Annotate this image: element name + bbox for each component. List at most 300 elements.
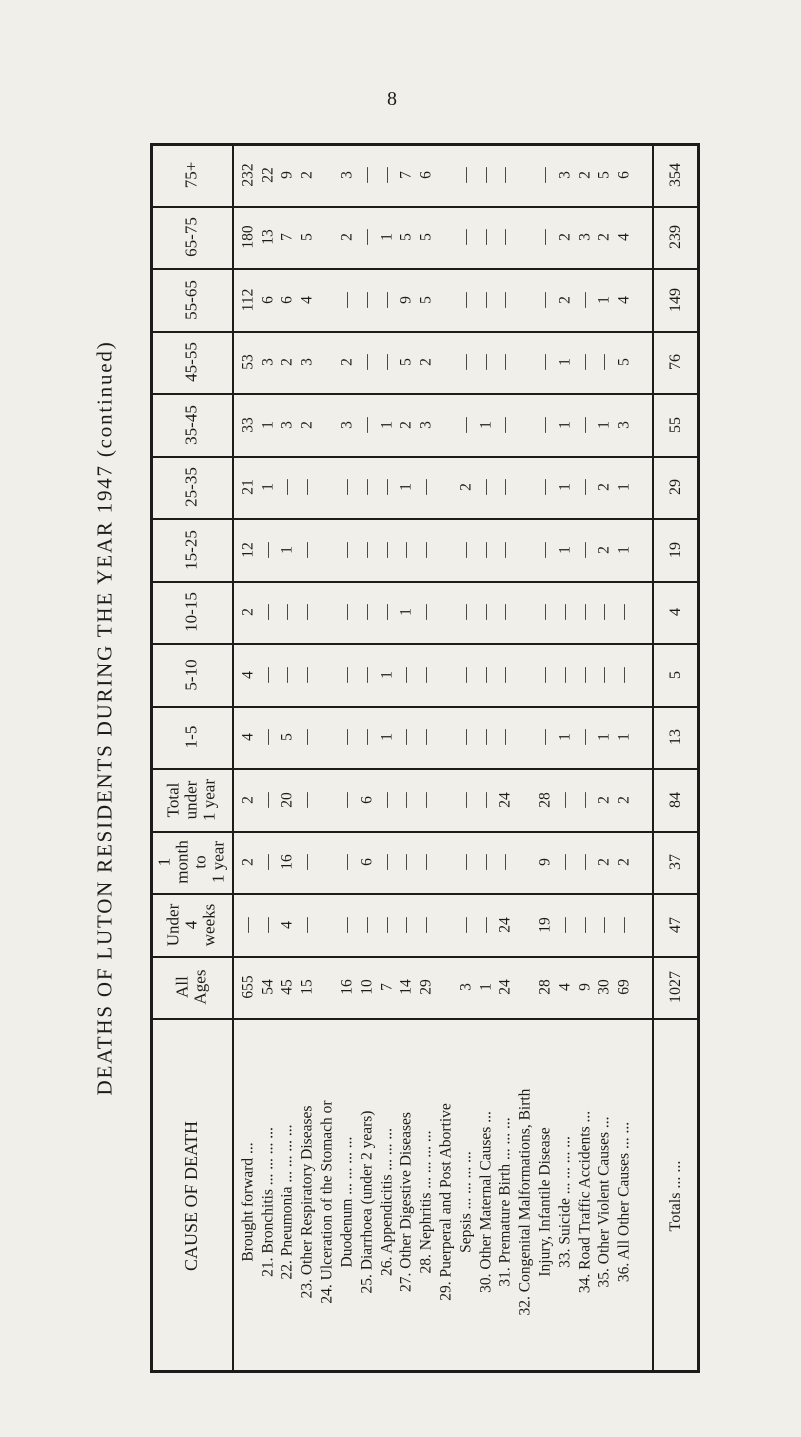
table-cell-text: 1 <box>278 545 296 554</box>
column-header-age_25_35-text: 25-35 <box>181 467 201 507</box>
table-cell-text: 2 <box>338 358 356 366</box>
table-cell-text: — <box>595 604 613 620</box>
cause-label-text: 34. Road Traffic Accidents ... <box>575 1110 593 1293</box>
table-cell-text: 15 <box>298 979 316 995</box>
table-cell-text: — <box>298 604 316 620</box>
table-cell-text: — <box>397 541 415 558</box>
table-cell-text: — <box>575 604 593 620</box>
table-cell-text: 3 <box>457 983 475 991</box>
table-cell-text: 19 <box>536 916 554 933</box>
table-cell-text: 14 <box>397 979 415 995</box>
cause-label-text: 35. Other Violent Causes ... <box>595 1116 613 1287</box>
table-cell-text: — <box>377 166 395 183</box>
table-cell-text: — <box>595 666 613 683</box>
column-header-age_15_25-text: 15-25 <box>181 529 201 570</box>
table-cell-text: 24 <box>496 979 514 995</box>
cause-label-text: 31. Premature Birth ... ... ... <box>496 1116 514 1287</box>
table-cell-text: — <box>476 354 494 370</box>
table-cell-text: — <box>476 479 494 495</box>
column-header-one_month_to_1_year-text: to <box>190 855 210 869</box>
table-cell-text: — <box>615 666 633 683</box>
table-cell-text: — <box>278 604 296 620</box>
table-cell-text: — <box>357 416 375 433</box>
table-cell-text: — <box>476 916 494 933</box>
rule-line <box>652 143 654 1373</box>
table-cell-text: — <box>476 291 494 308</box>
table-cell-text: 1 <box>595 295 613 304</box>
table-cell-text: 2 <box>595 795 613 804</box>
table-cell-text: — <box>338 916 356 933</box>
table-cell-text: 3 <box>338 420 356 429</box>
table-cell-text: 29 <box>417 979 435 995</box>
cause-label-text: Duodenum ... ... ... ... <box>338 1136 356 1267</box>
table-cell-text: — <box>397 854 415 870</box>
table-cell-text: — <box>298 729 316 745</box>
table-cell-text: — <box>536 541 554 558</box>
table-cell-text: 1 <box>556 483 574 491</box>
table-cell-text: 5 <box>595 170 613 179</box>
cause-label-text: 36. All Other Causes ... ... <box>615 1121 633 1282</box>
totals-label-text: Totals ... ... <box>667 1160 684 1231</box>
table-cell-text: — <box>457 229 475 245</box>
table-cell-text: 1 <box>595 420 613 429</box>
totals-value-text: 4 <box>667 608 684 616</box>
table-cell-text: — <box>496 416 514 433</box>
table-cell-text: — <box>338 729 356 745</box>
brought-forward-value-text: 112 <box>239 288 257 311</box>
column-header-under_4_weeks-text: weeks <box>199 903 219 946</box>
table-cell-text: — <box>575 791 593 808</box>
table-cell-text: 28 <box>536 979 554 995</box>
table-cell-text: — <box>357 666 375 683</box>
table-cell-text: — <box>457 666 475 683</box>
table-cell-text: 2 <box>338 233 356 241</box>
table-cell-text: 6 <box>258 295 276 304</box>
brought-forward-value-text: 33 <box>239 416 257 433</box>
totals-value-text: 84 <box>667 791 684 808</box>
cause-label-text: 24. Ulceration of the Stomach or <box>318 1099 336 1304</box>
table-cell-text: 4 <box>278 920 296 929</box>
table-cell-text: — <box>397 666 415 683</box>
table-cell-text: 2 <box>595 233 613 241</box>
table-cell-text: 2 <box>556 295 574 304</box>
table-cell-text: 1 <box>556 733 574 741</box>
totals-value-text: 13 <box>667 729 684 745</box>
table-cell-text: 45 <box>278 979 296 995</box>
table-cell-text: 20 <box>278 791 296 808</box>
table-cell-text: — <box>536 166 554 183</box>
table-cell-text: 1 <box>397 483 415 491</box>
column-header-total_under_1_year-text: 1 year <box>199 778 219 821</box>
table-cell-text: — <box>298 791 316 808</box>
table-cell-text: 3 <box>417 420 435 429</box>
table-cell-text: 3 <box>615 420 633 429</box>
table-cell-text: 3 <box>258 358 276 366</box>
table-cell-text: — <box>397 916 415 933</box>
totals-value-text: 5 <box>667 670 684 679</box>
table-cell-text: — <box>417 729 435 745</box>
table-cell-text: — <box>377 916 395 933</box>
totals-value-text: 239 <box>667 225 684 249</box>
column-header-total_under_1_year-text: Total <box>163 782 183 817</box>
table-cell-text: — <box>258 666 276 683</box>
table-cell-text: 4 <box>556 983 574 991</box>
table-cell-text: 2 <box>575 170 593 179</box>
table-cell-text: 1 <box>377 733 395 741</box>
table-cell-text: 22 <box>258 166 276 183</box>
table-cell-text: — <box>338 479 356 495</box>
brought-forward-value-text: 4 <box>239 670 257 679</box>
brought-forward-value-text: 21 <box>239 479 257 495</box>
table-cell-text: — <box>258 916 276 933</box>
table-cell-text: — <box>496 604 514 620</box>
table-cell-text: — <box>575 854 593 870</box>
table-cell-text: — <box>556 666 574 683</box>
cause-label-text: 25. Diarrhoea (under 2 years) <box>357 1110 375 1293</box>
cause-label-text: 22. Pneumonia ... ... ... ... <box>278 1124 296 1279</box>
table-cell-text: 7 <box>278 233 296 241</box>
table-cell-text: — <box>575 729 593 745</box>
table-cell-text: — <box>417 541 435 558</box>
table-cell-text: — <box>575 354 593 370</box>
brought-forward-value-text: 53 <box>239 354 257 370</box>
table-cell-text: — <box>377 479 395 495</box>
table-cell-text: — <box>278 666 296 683</box>
column-header-all_ages-text: All <box>172 976 192 998</box>
page-title-text: DEATHS OF LUTON RESIDENTS DURING THE YEAR 1947 (continued) <box>92 340 117 1096</box>
table-cell-text: — <box>457 416 475 433</box>
table-cell-text: — <box>536 604 554 620</box>
table-cell-text: — <box>357 479 375 495</box>
table-cell-text: 1 <box>556 420 574 429</box>
cause-label-text: 28. Nephritis ... ... ... ... <box>417 1130 435 1273</box>
table-cell-text: — <box>536 479 554 495</box>
totals-value-text: 29 <box>667 479 684 495</box>
brought-forward-value-text: 4 <box>239 733 257 741</box>
cause-label-text: 30. Other Maternal Causes ... <box>476 1110 494 1293</box>
table-cell-text: 3 <box>338 170 356 179</box>
table-cell-text: 1 <box>556 545 574 554</box>
table-cell-text: 2 <box>595 545 613 554</box>
table-cell-text: — <box>338 604 356 620</box>
table-cell-text: — <box>457 166 475 183</box>
table-cell-text: 54 <box>258 979 276 995</box>
cause-label-text: 32. Congenital Malformations, Birth <box>516 1088 534 1315</box>
table-cell-text: — <box>536 229 554 245</box>
table-cell-text: 2 <box>298 170 316 179</box>
column-header-age_65_75-text: 65-75 <box>181 217 201 257</box>
table-cell-text: — <box>278 479 296 495</box>
table-cell-text: — <box>357 541 375 558</box>
table-cell-text: — <box>417 604 435 620</box>
table-cell-text: — <box>258 854 276 870</box>
table-cell-text: — <box>417 791 435 808</box>
rule-line <box>232 143 234 1373</box>
table-cell-text: — <box>357 604 375 620</box>
table-cell-text: 5 <box>298 233 316 241</box>
page-number: 8 <box>387 88 397 110</box>
totals-value-text: 354 <box>667 162 684 187</box>
table-cell-text: — <box>298 479 316 495</box>
column-header-one_month_to_1_year-text: 1 <box>154 857 174 867</box>
table-cell-text: — <box>338 666 356 683</box>
table-cell-text: — <box>457 291 475 308</box>
table-cell-text: — <box>377 354 395 370</box>
table-cell-text: 3 <box>278 420 296 429</box>
table-cell-text: — <box>298 541 316 558</box>
table-cell-text: 1 <box>476 420 494 429</box>
table-cell-text: — <box>536 354 554 370</box>
table-cell-text: — <box>556 791 574 808</box>
brought-forward-value-text: 655 <box>239 975 257 999</box>
table-cell-text: — <box>258 604 276 620</box>
table-cell-text: 5 <box>397 358 415 366</box>
table-cell-text: — <box>595 916 613 933</box>
table-cell-text: 1 <box>595 733 613 741</box>
table-cell-text: — <box>476 791 494 808</box>
table-cell-text: — <box>575 416 593 433</box>
table-cell-text: 3 <box>575 233 593 241</box>
table-cell-text: — <box>556 604 574 620</box>
table-cell-text: — <box>615 604 633 620</box>
table-cell-text: — <box>298 916 316 933</box>
table-cell-text: — <box>397 729 415 745</box>
table-cell-text: 2 <box>397 420 415 429</box>
table-cell-text: 2 <box>457 483 475 491</box>
table-cell-text: 6 <box>278 295 296 304</box>
table-cell-text: — <box>338 291 356 308</box>
table-cell-text: 5 <box>417 295 435 304</box>
table-cell-text: — <box>536 291 554 308</box>
table-cell-text: — <box>258 791 276 808</box>
table-cell-text: 4 <box>615 295 633 304</box>
table-cell-text: 2 <box>556 233 574 241</box>
table-cell-text: — <box>575 666 593 683</box>
cause-label-text: Sepsis ... ... ... ... <box>457 1150 475 1253</box>
table-cell-text: 1 <box>258 420 276 429</box>
table-cell-text: — <box>496 291 514 308</box>
table-cell-text: 9 <box>536 858 554 866</box>
table-cell-text: — <box>338 791 356 808</box>
table-cell-text: — <box>377 541 395 558</box>
brought-forward-value-text: — <box>239 916 257 933</box>
cause-label-text: 27. Other Digestive Diseases <box>397 1111 415 1292</box>
table-cell-text: — <box>595 354 613 370</box>
table-cell-text: — <box>258 541 276 558</box>
table-cell-text: 2 <box>615 795 633 804</box>
brought-forward-value-text: 12 <box>239 541 257 558</box>
table-cell-text: — <box>377 791 395 808</box>
cause-label-text: 26. Appendicitis ... ... ... <box>377 1127 395 1276</box>
table-cell-text: — <box>536 416 554 433</box>
table-cell-text: — <box>258 729 276 745</box>
table-cell-text: — <box>457 541 475 558</box>
table-cell-text: — <box>457 729 475 745</box>
table-cell-text: 30 <box>595 979 613 995</box>
column-header-under_4_weeks-text: 4 <box>181 920 201 929</box>
brought-forward-value-text: 2 <box>239 795 257 804</box>
table-cell-text: — <box>536 666 554 683</box>
table-cell-text: — <box>575 916 593 933</box>
table-cell-text: — <box>556 854 574 870</box>
table-cell-text: — <box>357 229 375 245</box>
table-cell-text: 1 <box>556 358 574 366</box>
column-header-all_ages-text: Ages <box>190 969 210 1005</box>
table-cell-text: — <box>457 854 475 870</box>
table-cell-text: — <box>496 666 514 683</box>
table-cell-text: 2 <box>298 420 316 429</box>
table-cell-text: — <box>357 166 375 183</box>
table-cell-text: 3 <box>556 170 574 179</box>
table-cell-text: — <box>357 354 375 370</box>
table-cell-text: 2 <box>417 358 435 366</box>
table-cell-text: 24 <box>496 791 514 808</box>
table-cell-text: — <box>357 291 375 308</box>
table-cell-text: — <box>575 479 593 495</box>
table-cell-text: — <box>457 604 475 620</box>
table-cell-text: 4 <box>298 295 316 304</box>
brought-forward-value-text: 180 <box>239 225 257 249</box>
table-cell-text: 2 <box>595 483 613 491</box>
table-cell-text: — <box>476 166 494 183</box>
table-cell-text: 24 <box>496 916 514 933</box>
table-cell-text: — <box>357 916 375 933</box>
table-cell-text: 2 <box>595 858 613 866</box>
totals-value-text: 76 <box>667 354 684 370</box>
column-header-under_4_weeks-text: Under <box>163 903 183 946</box>
cause-label-text: 29. Puerperal and Post Abortive <box>437 1102 455 1301</box>
table-cell-text: — <box>417 854 435 870</box>
brought-forward-value-text: 2 <box>239 858 257 866</box>
table-cell-text: 1 <box>377 670 395 679</box>
table-cell-text: — <box>457 354 475 370</box>
column-header-one_month_to_1_year-text: month <box>172 840 192 884</box>
totals-value-text: 1027 <box>667 971 684 1003</box>
table-cell-text: 10 <box>357 979 375 995</box>
table-cell-text: 6 <box>615 170 633 179</box>
table-cell-text: — <box>457 791 475 808</box>
brought-forward-value-text: 232 <box>239 162 257 187</box>
table-cell-text: — <box>397 791 415 808</box>
table-cell-text: — <box>476 604 494 620</box>
table-cell-text: — <box>377 604 395 620</box>
table-cell-text: — <box>457 916 475 933</box>
brought-forward-label-text: Brought forward ... <box>239 1141 257 1262</box>
table-cell-text: 1 <box>615 483 633 491</box>
cause-label-text: Injury, Infantile Disease <box>536 1126 554 1277</box>
column-header-age_55_65-text: 55-65 <box>181 279 201 320</box>
table-cell-text: — <box>615 916 633 933</box>
column-header-age_75_plus-text: 75+ <box>181 161 201 188</box>
column-header-total_under_1_year-text: under <box>181 780 201 819</box>
table-cell-text: 1 <box>615 733 633 741</box>
totals-value-text: 149 <box>667 287 684 312</box>
table-cell-text: 9 <box>575 983 593 991</box>
table-cell-text: — <box>357 729 375 745</box>
cause-label-text: 21. Bronchitis ... ... ... ... <box>258 1126 276 1277</box>
cause-label-text: 23. Other Respiratory Diseases <box>298 1105 316 1298</box>
table-cell-text: 1 <box>258 483 276 491</box>
table-cell-text: 6 <box>417 170 435 179</box>
table-cell-text: — <box>556 916 574 933</box>
table-cell-text: 3 <box>298 358 316 366</box>
table-cell-text: — <box>476 229 494 245</box>
table-cell-text: 1 <box>476 983 494 991</box>
table-cell-text: 5 <box>615 358 633 366</box>
table-cell-text: — <box>496 729 514 745</box>
table-cell-text: 1 <box>397 608 415 616</box>
cause-label-text: 33. Suicide ... ... ... ... <box>556 1135 574 1268</box>
table-cell-text: 1 <box>377 233 395 241</box>
totals-value-text: 55 <box>667 416 684 433</box>
table-cell-text: — <box>496 479 514 495</box>
table-cell-text: — <box>496 541 514 558</box>
brought-forward-value-text: 2 <box>239 608 257 616</box>
table-cell-text: — <box>476 666 494 683</box>
table-cell-text: 2 <box>615 858 633 866</box>
column-header-one_month_to_1_year-text: 1 year <box>208 840 228 884</box>
table-cell-text: 6 <box>357 795 375 804</box>
table-cell-text: 2 <box>278 358 296 366</box>
table-cell-text: — <box>338 541 356 558</box>
table-cell-text: — <box>417 666 435 683</box>
totals-value-text: 37 <box>667 854 684 870</box>
table-cell-text: — <box>575 541 593 558</box>
totals-value-text: 47 <box>667 916 684 933</box>
table-cell-text: — <box>476 854 494 870</box>
table-cell-text: 7 <box>397 170 415 179</box>
table-cell-text: 5 <box>417 233 435 241</box>
table-cell-text: 7 <box>377 983 395 991</box>
table-cell-text: 16 <box>338 979 356 995</box>
column-header-age_35_45-text: 35-45 <box>181 404 201 445</box>
table-cell-text: — <box>496 354 514 370</box>
column-header-age_45_55-text: 45-55 <box>181 342 201 382</box>
column-header-cause-text: CAUSE OF DEATH <box>181 1120 201 1271</box>
totals-value-text: 19 <box>667 541 684 558</box>
table-cell-text: 13 <box>258 229 276 245</box>
table-cell-text: 5 <box>278 733 296 741</box>
table-cell-text: — <box>298 854 316 870</box>
table-cell-text: — <box>496 229 514 245</box>
table-cell-text: — <box>377 291 395 308</box>
table-cell-text: 4 <box>615 233 633 241</box>
table-cell-text: 1 <box>377 420 395 429</box>
column-header-age_10_15-text: 10-15 <box>181 592 201 632</box>
table-cell-text: 1 <box>615 545 633 554</box>
table-cell-text: — <box>476 541 494 558</box>
table-cell-text: — <box>338 854 356 870</box>
table-cell-text: — <box>417 479 435 495</box>
table-cell-text: — <box>575 291 593 308</box>
table-cell-text: 16 <box>278 854 296 870</box>
column-header-age_1_5-text: 1-5 <box>181 725 201 749</box>
table-cell-text: 9 <box>397 295 415 304</box>
table-cell-text: — <box>496 854 514 870</box>
table-cell-text: — <box>476 729 494 745</box>
table-cell-text: 5 <box>397 233 415 241</box>
table-cell-text: — <box>536 729 554 745</box>
table-cell-text: 9 <box>278 170 296 179</box>
column-header-age_5_10-text: 5-10 <box>181 658 201 691</box>
table-cell-text: — <box>417 916 435 933</box>
table-cell-text: — <box>298 666 316 683</box>
table-cell-text: 28 <box>536 791 554 808</box>
table-cell-text: — <box>377 854 395 870</box>
table-cell-text: — <box>496 166 514 183</box>
table-cell-text: 69 <box>615 979 633 995</box>
table-cell-text: 6 <box>357 858 375 866</box>
